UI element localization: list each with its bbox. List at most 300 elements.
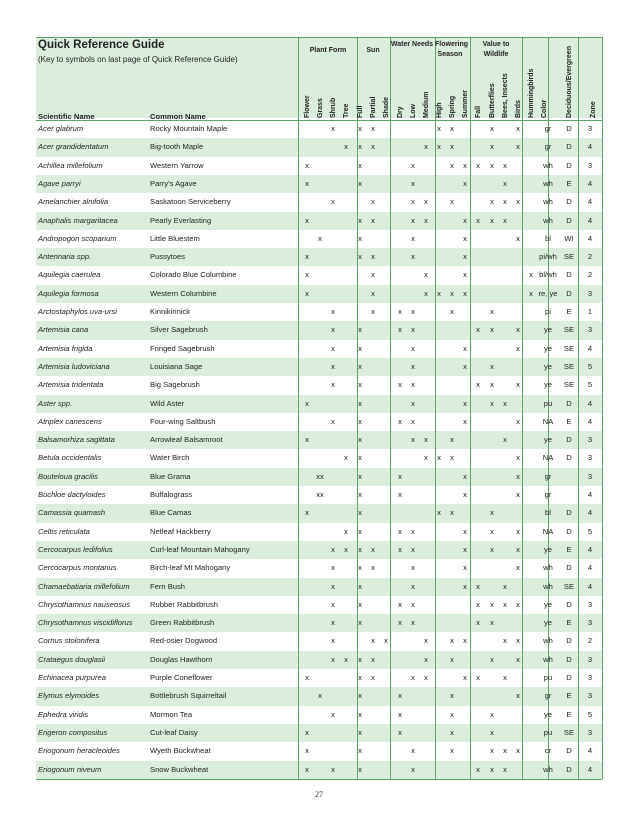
attribute-mark: x [331,197,335,207]
zone: 4 [587,142,593,152]
common-name: Green Rabbitbrush [150,618,215,628]
scientific-name: Aquilegia caerulea [38,270,101,280]
scientific-name: Aster spp. [38,398,73,408]
color: pu [543,673,553,682]
attribute-mark: x [424,453,428,463]
attribute-mark: x [490,160,494,170]
table-row [0,486,638,504]
attribute-mark: x [411,197,415,207]
deciduous-evergreen: D [566,142,572,152]
attribute-mark: x [358,178,362,188]
page-title: Quick Reference Guide [38,39,165,51]
common-name: Water Birch [150,453,190,463]
attribute-mark: x [331,764,335,774]
attribute-mark: x [476,160,480,170]
table-row [0,358,638,376]
attribute-mark: x [331,709,335,719]
attribute-mark: x [490,508,494,518]
scientific-name: Amelanchier alnifolia [38,197,109,207]
zone: 3 [587,471,593,481]
attribute-mark: x [358,764,362,774]
common-name: Western Columbine [150,288,217,298]
deciduous-evergreen: D [566,599,572,609]
color: ye [543,435,553,445]
attribute-mark: x [358,709,362,719]
header-attr-full: Full [357,105,364,118]
table-row [0,193,638,211]
attribute-mark: x [516,471,520,481]
attribute-mark: x [503,746,507,756]
attribute-mark: x [476,380,480,390]
attribute-mark: x [411,215,415,225]
attribute-mark: x [463,673,467,682]
table-row [0,321,638,339]
header-attr-summer: Summer [462,89,469,118]
header-attr-hummingbirds: Hummingbirds [528,68,535,118]
attribute-mark: x [516,563,520,573]
color: pi [545,307,551,316]
attribute-mark: x [529,288,533,298]
attribute-mark: x [358,453,362,463]
attribute-mark: x [490,599,494,609]
attribute-mark: x [371,252,375,262]
scientific-name: Aquilegia formosa [38,288,99,298]
attribute-mark: x [305,252,309,262]
attribute-mark: x [331,544,335,554]
attribute-mark: x [398,544,402,554]
color: gr [544,490,552,499]
attribute-mark: xx [316,471,324,481]
zone: 3 [587,453,593,463]
attribute-mark: x [424,435,428,445]
deciduous-evergreen: D [566,288,572,298]
attribute-mark: x [305,270,309,280]
attribute-mark: x [490,325,494,335]
attribute-mark: x [331,343,335,353]
zone: 4 [587,215,593,225]
attribute-mark: x [411,764,415,774]
common-name: Parry's Agave [150,178,197,188]
attribute-mark: x [490,142,494,152]
attribute-mark: x [424,197,428,207]
attribute-mark: x [331,380,335,390]
color: wh [543,563,553,573]
attribute-mark: x [490,526,494,536]
group-flowering-season: Flowering Season [435,41,469,58]
color: wh [543,178,553,188]
deciduous-evergreen: D [566,636,572,646]
attribute-mark: x [463,361,467,371]
scientific-name: Betula occidentalis [38,453,102,463]
common-name: Pussytoes [150,252,186,262]
table-row [0,120,638,138]
scientific-name: Agave parryi [38,178,81,188]
attribute-mark: x [450,197,454,207]
attribute-mark: x [371,197,375,207]
zone: 3 [587,288,593,298]
zone: 1 [587,307,593,316]
attribute-mark: x [411,343,415,353]
color: ye [543,361,553,371]
table-row [0,651,638,669]
deciduous-evergreen: D [566,508,572,518]
deciduous-evergreen: D [566,215,572,225]
attribute-mark: x [516,197,520,207]
attribute-mark: x [516,142,520,152]
scientific-name: Cornus stolonifera [38,636,100,646]
attribute-mark: x [516,343,520,353]
attribute-mark: x [476,764,480,774]
attribute-mark: x [398,307,402,316]
scientific-name: Cercocarpus montanus [38,563,117,573]
scientific-name: Erigeron compositus [38,727,108,737]
zone: 3 [587,325,593,335]
color: gr [544,471,552,481]
attribute-mark: x [358,233,362,243]
attribute-mark: x [411,178,415,188]
common-name: Red-osier Dogwood [150,636,218,646]
attribute-mark: x [358,563,362,573]
attribute-mark: x [463,270,467,280]
header-attr-butterflies: Butterflies [489,83,496,118]
attribute-mark: x [358,215,362,225]
common-name: Blue Grama [150,471,191,481]
zone: 4 [587,764,593,774]
deciduous-evergreen: D [566,435,572,445]
attribute-mark: x [516,654,520,664]
color: NA [542,453,554,463]
color: ye [543,599,553,609]
common-name: Mormon Tea [150,709,193,719]
attribute-mark: x [463,471,467,481]
header-zone: Zone [590,101,597,118]
zone: 4 [587,544,593,554]
group-water-needs: Water Needs [390,41,434,48]
color: re, ye [538,288,558,298]
attribute-mark: x [398,618,402,628]
attribute-mark: x [331,581,335,591]
attribute-mark: x [424,142,428,152]
attribute-mark: x [516,380,520,390]
common-name: Arrowleaf Balsamroot [150,435,223,445]
attribute-mark: x [358,325,362,335]
attribute-mark: x [358,526,362,536]
attribute-mark: x [305,288,309,298]
scientific-name: Ephedra viridis [38,709,89,719]
attribute-mark: x [411,544,415,554]
scientific-name: Buchloe dactyloides [38,490,106,499]
attribute-mark: x [318,233,322,243]
attribute-mark: x [398,599,402,609]
common-name: Fern Bush [150,581,186,591]
attribute-mark: x [305,160,309,170]
scientific-name: Chrysothamnus viscidiflorus [38,618,133,628]
attribute-mark: x [476,618,480,628]
attribute-mark: x [411,673,415,682]
header-attr-grass: Grass [317,98,324,118]
attribute-mark: x [371,215,375,225]
attribute-mark: x [358,343,362,353]
common-name: Colorado Blue Columbine [150,270,237,280]
deciduous-evergreen: E [566,416,572,426]
attribute-mark: x [450,508,454,518]
attribute-mark: x [358,544,362,554]
header-attr-birds: Birds [515,100,522,118]
color: wh [543,636,553,646]
table-row [0,230,638,248]
common-name: Big Sagebrush [150,380,200,390]
scientific-name: Artemisia frigida [38,343,93,353]
scientific-name: Crataegus douglasii [38,654,106,664]
common-name: Wyeth Buckwheat [150,746,211,756]
attribute-mark: x [398,471,402,481]
attribute-mark: x [358,380,362,390]
attribute-mark: x [450,307,454,316]
color: wh [543,654,553,664]
attribute-mark: x [516,325,520,335]
color: NA [542,526,554,536]
scientific-name: Andropogon scoparium [38,233,117,243]
attribute-mark: x [424,636,428,646]
common-name: Little Bluestem [150,233,200,243]
zone: 2 [587,252,593,262]
table-row [0,559,638,577]
group-plant-form: Plant Form [309,47,347,54]
attribute-mark: x [463,343,467,353]
common-name: Rubber Rabbitbrush [150,599,218,609]
attribute-mark: x [503,599,507,609]
table-row [0,138,638,156]
page-number: 27 [315,790,323,799]
table-row [0,248,638,266]
attribute-mark: x [516,490,520,499]
attribute-mark: x [331,416,335,426]
zone: 3 [587,124,593,133]
attribute-mark: x [516,544,520,554]
color: wh [543,215,553,225]
color: cr [544,746,552,756]
attribute-mark: x [411,307,415,316]
attribute-mark: x [331,361,335,371]
table-row [0,578,638,596]
attribute-mark: x [411,233,415,243]
attribute-mark: x [463,160,467,170]
deciduous-evergreen: D [566,746,572,756]
attribute-mark: x [331,563,335,573]
color: ye [543,544,553,554]
color: pi/wh [539,252,557,262]
color: gr [544,142,552,152]
attribute-mark: x [411,599,415,609]
color: bl/wh [539,270,557,280]
color: ye [543,343,553,353]
attribute-mark: x [490,380,494,390]
attribute-mark: x [305,435,309,445]
attribute-mark: x [371,288,375,298]
common-name: Snow Buckwheat [150,764,209,774]
attribute-mark: x [476,581,480,591]
zone: 3 [587,673,593,682]
attribute-mark: x [450,435,454,445]
zone: 4 [587,581,593,591]
zone: 3 [587,654,593,664]
zone: 2 [587,636,593,646]
attribute-mark: x [424,215,428,225]
common-name: Kinnikinnick [150,307,191,316]
scientific-name: Balsamorhiza sagittata [38,435,115,445]
attribute-mark: x [398,727,402,737]
attribute-mark: x [411,563,415,573]
attribute-mark: x [344,526,348,536]
deciduous-evergreen: SE [563,343,575,353]
zone: 5 [587,526,593,536]
attribute-mark: x [450,453,454,463]
attribute-mark: x [450,124,454,133]
common-name: Netleaf Hackberry [150,526,211,536]
scientific-name: Celtis reticulata [38,526,90,536]
zone: 5 [587,361,593,371]
attribute-mark: x [331,636,335,646]
color: ye [543,618,553,628]
deciduous-evergreen: E [566,709,572,719]
color: pu [543,727,553,737]
group-sun: Sun [366,47,380,54]
attribute-mark: x [358,416,362,426]
attribute-mark: x [529,270,533,280]
attribute-mark: x [463,233,467,243]
attribute-mark: x [305,673,309,682]
attribute-mark: x [358,142,362,152]
table-bottom-rule [36,779,602,780]
attribute-mark: x [516,233,520,243]
color: ye [543,709,553,719]
attribute-mark: x [398,691,402,701]
attribute-mark: x [437,288,441,298]
attribute-mark: x [503,581,507,591]
attribute-mark: x [437,124,441,133]
attribute-mark: x [476,599,480,609]
zone: 5 [587,380,593,390]
attribute-mark: x [305,398,309,408]
deciduous-evergreen: SE [563,325,575,335]
common-name: Curl-leaf Mountain Mahogany [150,544,250,554]
scientific-name: Chamaebatiaria millefolium [38,581,130,591]
common-name: Fringed Sagebrush [150,343,215,353]
attribute-mark: x [318,691,322,701]
deciduous-evergreen: SE [563,727,575,737]
attribute-mark: x [450,142,454,152]
attribute-mark: x [411,325,415,335]
attribute-mark: x [424,288,428,298]
attribute-mark: x [411,416,415,426]
scientific-name: Eriogonum niveum [38,764,102,774]
scientific-name: Artemisia cana [38,325,89,335]
attribute-mark: x [358,581,362,591]
attribute-mark: x [463,252,467,262]
table-row [0,468,638,486]
table-row [0,376,638,394]
attribute-mark: x [358,727,362,737]
attribute-mark: x [503,636,507,646]
attribute-mark: x [463,215,467,225]
table-row [0,596,638,614]
table-row [0,266,638,284]
zone: 3 [587,160,593,170]
attribute-mark: x [490,727,494,737]
scientific-name: Atriplex canescens [38,416,102,426]
table-row [0,175,638,193]
color: NA [542,416,554,426]
attribute-mark: x [503,764,507,774]
attribute-mark: x [358,361,362,371]
attribute-mark: x [437,508,441,518]
color: gr [544,124,552,133]
attribute-mark: x [331,325,335,335]
table-row [0,157,638,175]
attribute-mark: x [358,471,362,481]
scientific-name: Achillea millefolium [38,160,103,170]
scientific-name: Echinacea purpurea [38,673,106,682]
attribute-mark: x [398,416,402,426]
deciduous-evergreen: D [566,764,572,774]
scientific-name: Elymus elymoides [38,691,100,701]
zone: 4 [587,233,593,243]
attribute-mark: x [516,691,520,701]
attribute-mark: x [358,160,362,170]
attribute-mark: x [437,453,441,463]
zone: 4 [587,416,593,426]
attribute-mark: x [450,746,454,756]
common-name: Cut-leaf Daisy [150,727,198,737]
attribute-mark: x [503,398,507,408]
common-name: Western Yarrow [150,160,204,170]
header-decid: Deciduous/Evergreen [566,46,573,118]
attribute-mark: x [358,398,362,408]
attribute-mark: x [331,307,335,316]
scientific-name: Eriogonum heracleoides [38,746,120,756]
common-name: Big-tooth Maple [150,142,204,152]
attribute-mark: x [516,746,520,756]
common-name: Wild Aster [150,398,185,408]
attribute-mark: x [331,124,335,133]
attribute-mark: x [411,160,415,170]
attribute-mark: x [490,544,494,554]
scientific-name: Cercocarpus ledifolius [38,544,113,554]
attribute-mark: x [490,197,494,207]
table-row [0,449,638,467]
attribute-mark: x [331,654,335,664]
attribute-mark: x [450,727,454,737]
scientific-name: Artemisia ludoviciana [38,361,110,371]
color: ye [543,380,553,390]
attribute-mark: x [490,124,494,133]
attribute-mark: x [358,599,362,609]
attribute-mark: x [398,380,402,390]
zone: 4 [587,563,593,573]
attribute-mark: x [398,526,402,536]
common-name: Blue Camas [150,508,192,518]
attribute-mark: x [344,453,348,463]
header-attr-bees-insects: Bees, Insects [502,73,509,118]
attribute-mark: x [450,636,454,646]
attribute-mark: x [450,691,454,701]
attribute-mark: x [463,544,467,554]
attribute-mark: x [411,361,415,371]
table-row [0,431,638,449]
attribute-mark: x [503,435,507,445]
deciduous-evergreen: D [566,654,572,664]
attribute-mark: x [490,709,494,719]
